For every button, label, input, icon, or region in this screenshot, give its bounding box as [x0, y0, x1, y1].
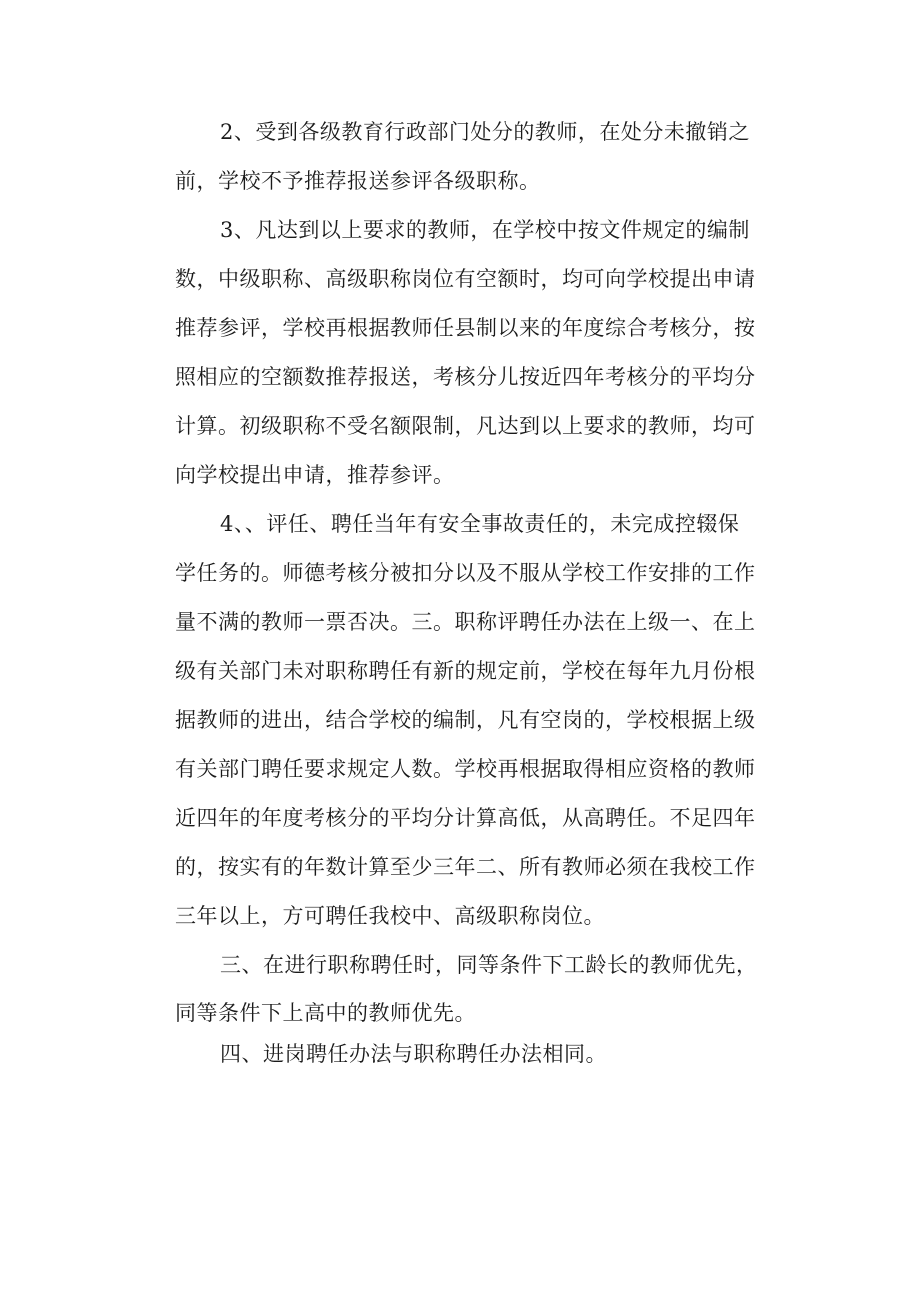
paragraph-3-line-3: 推荐参评，学校再根据教师任县制以来的年度综合考核分，按 [175, 316, 756, 340]
paragraph-6-line-1: 四、进岗聘任办法与职称聘任办法相同。 [220, 1042, 607, 1066]
paragraph-2-line-2: 前，学校不予推荐报送参评各级职称。 [175, 169, 541, 193]
paragraph-4-line-5: 据教师的进出，结合学校的编制，凡有空岗的，学校根据上级 [175, 708, 756, 732]
paragraph-5-line-1: 三、在进行职称聘任时，同等条件下工龄长的教师优先， [220, 953, 758, 977]
paragraph-2-line-1: 2、受到各级教育行政部门处分的教师，在处分未撤销之 [220, 120, 750, 144]
paragraph-3-line-2: 数，中级职称、高级职称岗位有空额时，均可向学校提出申请 [175, 267, 756, 291]
paragraph-4-line-9: 三年以上，方可聘任我校中、高级职称岗位。 [175, 904, 605, 928]
paragraph-4-line-6: 有关部门聘任要求规定人数。学校再根据取得相应资格的教师 [175, 757, 756, 781]
paragraph-3-line-6: 向学校提出申请，推荐参评。 [175, 463, 455, 487]
paragraph-5-line-2: 同等条件下上高中的教师优先。 [175, 1001, 476, 1025]
paragraph-4-line-1: 4、、评任、聘任当年有安全事故责任的，未完成控辍保 [220, 512, 740, 536]
paragraph-4-line-4: 级有关部门未对职称聘任有新的规定前，学校在每年九月份根 [175, 659, 756, 683]
paragraph-3-line-1: 3、凡达到以上要求的教师，在学校中按文件规定的编制 [220, 218, 750, 242]
paragraph-4-line-3: 量不满的教师一票否决。三。职称评聘任办法在上级一、在上 [175, 610, 756, 634]
paragraph-4-line-2: 学任务的。师德考核分被扣分以及不服从学校工作安排的工作 [175, 561, 756, 585]
paragraph-3-line-5: 计算。初级职称不受名额限制，凡达到以上要求的教师，均可 [175, 414, 756, 438]
paragraph-4-line-7: 近四年的年度考核分的平均分计算高低，从高聘任。不足四年 [175, 806, 756, 830]
paragraph-3-line-4: 照相应的空额数推荐报送，考核分儿按近四年考核分的平均分 [175, 365, 756, 389]
paragraph-4-line-8: 的，按实有的年数计算至少三年二、所有教师必须在我校工作 [175, 855, 756, 879]
